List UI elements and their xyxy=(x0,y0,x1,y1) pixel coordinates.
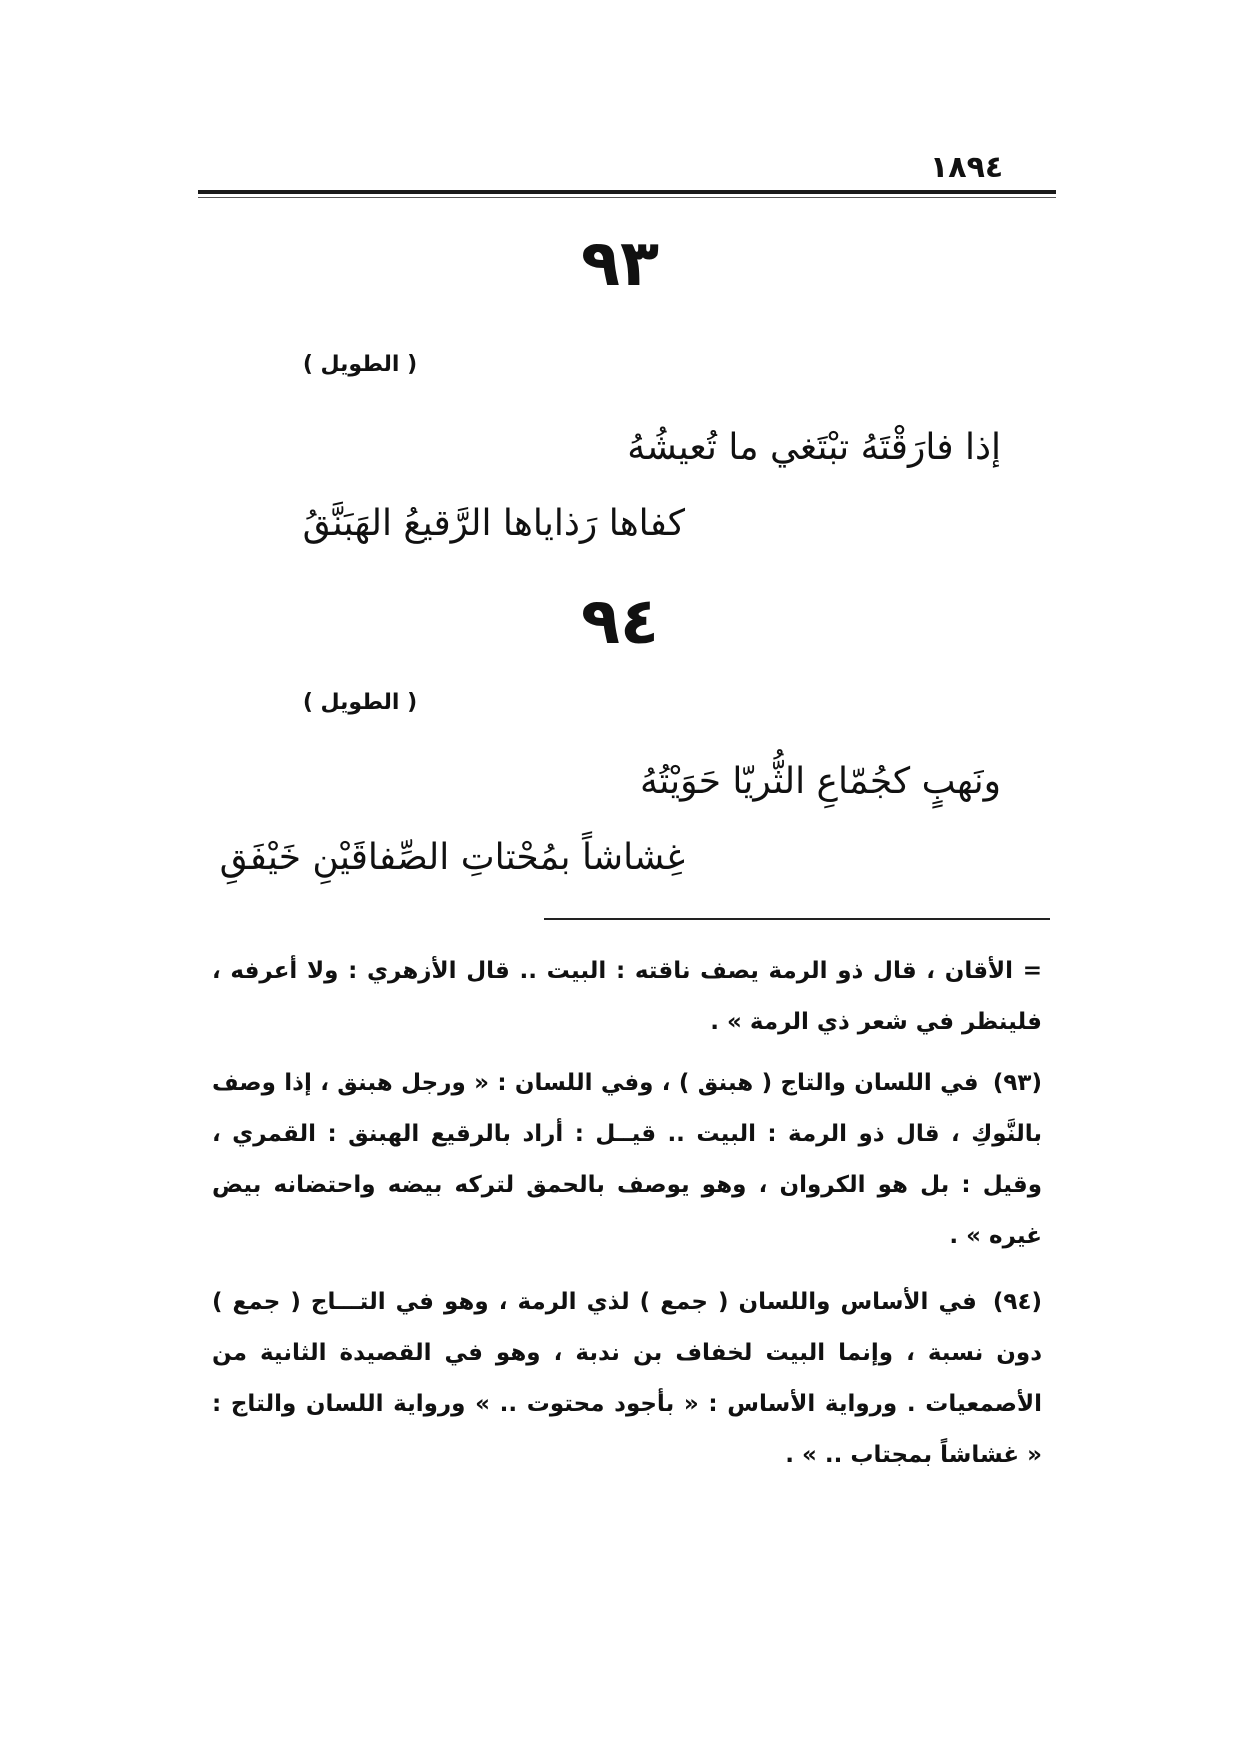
footnote-93 xyxy=(212,1058,1042,1262)
page-number: ١٨٩٤ xyxy=(930,150,1004,185)
footnote-93-text: في اللسان والتاج ( هبنق ) ، وفي اللسان : « ورجل هبنق ، إذا وصف بالنَّوكِ ، قال ذو الرمة : البيت .. قيــل : أراد بالرقيع الهبنق : القمري ، وقيل : بل هو الكروان ، وهو يوصف بالحمق لتركه بيضه واحتضانه بيض غيره » . xyxy=(212,1070,1042,1249)
verse-hemistich-second-93: كفاها رَذاياها الرَّقيعُ الهَبَنَّقُ xyxy=(302,503,685,544)
footnote-94-text: في الأساس واللسان ( جمع ) لذي الرمة ، وهو في التـــاج ( جمع ) دون نسبة ، وإنما البيت لخفاف بن ندبة ، وهو في القصيدة الثانية من الأصمعيات . ورواية الأساس : « بأجود محتوت .. » ورواية اللسان والتاج : « غشاشاً بمجتاب .. » . xyxy=(212,1289,1042,1468)
footnote-94-label: (٩٤) xyxy=(992,1289,1042,1315)
footnote-separator xyxy=(544,918,1050,920)
verse-hemistich-second-94: غِشاشاً بمُحْتاتِ الصِّفاقَيْنِ خَيْفَقِ xyxy=(219,837,685,878)
header-rule xyxy=(198,190,1056,194)
verse-hemistich-first-93: إذا فارَقْتَهُ تبْتَغي ما تُعيشُهُ xyxy=(627,427,1001,468)
footnote-93-label: (٩٣) xyxy=(992,1070,1042,1096)
poem-number-94: ٩٤ xyxy=(580,585,660,659)
poem-meter-94: ( الطويل ) xyxy=(302,690,418,715)
verse-hemistich-first-94: ونَهبٍ كجُمّاعِ الثُّريّا حَوَيْتُهُ xyxy=(639,761,1001,802)
poem-number-93: ٩٣ xyxy=(580,227,660,301)
footnote-continuation: = الأقان ، قال ذو الرمة يصف ناقته : البيت .. قال الأزهري : ولا أعرفه ، فلينظر في شعر ذي الرمة » . xyxy=(212,958,1042,1035)
footnote-94 xyxy=(212,1277,1042,1481)
footnotes xyxy=(212,946,1042,1496)
poem-meter-93: ( الطويل ) xyxy=(302,352,418,377)
